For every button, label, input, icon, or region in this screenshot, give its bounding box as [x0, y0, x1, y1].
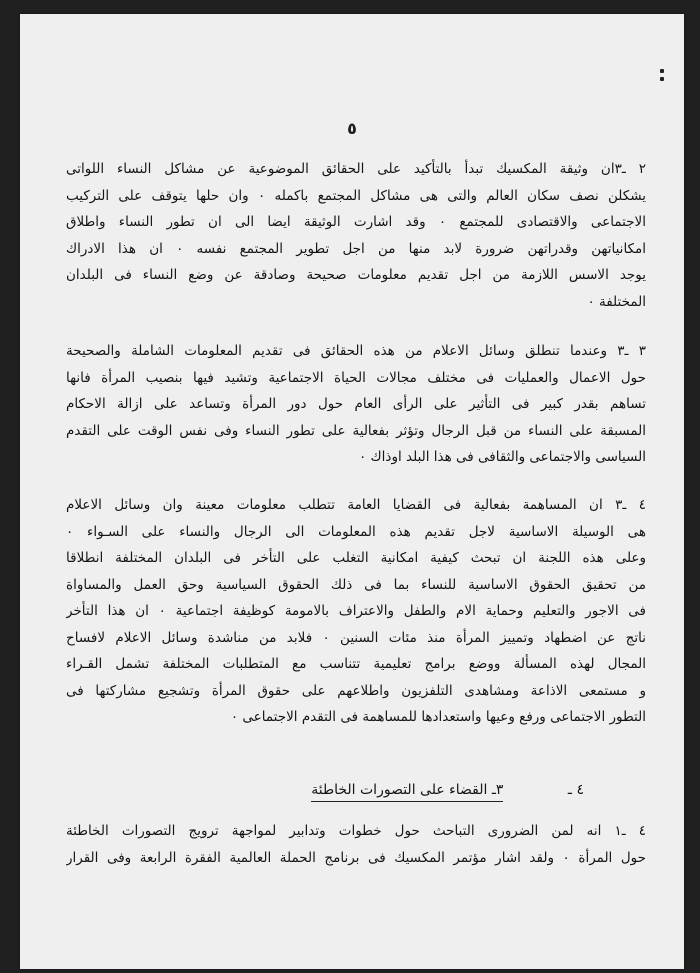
document-page: [20, 14, 684, 969]
section-number: ٤ ـ: [567, 782, 584, 798]
text-line: يوجد الاسس اللازمة من اجل تقديم معلومات صحيحة وصادقة عن وضع النساء فى البلدان: [66, 267, 646, 283]
text-line: وعلى هذه اللجنة ان تبحث كيفية امكانية التغلب على التأخر فى البلدان المختلفة انطلاقا: [66, 550, 646, 566]
text-line: ٢ ـ٣ان وثيقة المكسيك تبدأ بالتأكيد على الحقائق الموضوعية عن مشاكل النساء اللواتى: [66, 161, 646, 177]
section-heading: [311, 782, 584, 798]
text-line: المختلفة ٠: [587, 293, 646, 310]
text-line: حول المرأة ٠ ولقد اشار مؤتمر المكسيك فى برنامج الحملة العالمية الفقرة الرابعة وفى القرار: [66, 849, 646, 866]
text-line: امكانياتهن وقدراتهن ضرورة لابد منها من اجل تطوير المجتمع نفسه ٠ ان هذا الادراك: [66, 240, 646, 257]
text-line: ناتج عن اضطهاد وتمييز المرأة منذ مئات السنين ٠ فلابد من مناشدة وسائل الاعلام لافساح: [66, 629, 646, 646]
paragraph-4: [66, 818, 646, 871]
punch-holes: [660, 69, 666, 81]
paragraph-1: [66, 156, 646, 315]
text-line: التطور الاجتماعى ورفع وعيها واستعدادها للمساهمة فى التقدم الاجتماعى ٠: [230, 709, 646, 725]
text-line: الاجتماعى والاقتصادى للمجتمع ٠ وقد اشارت الوثيقة ايضا الى ان تطور النساء واطلاق: [66, 214, 646, 230]
page-number: ٥: [347, 119, 357, 138]
text-line: فى الاجور والتعليم وحماية الام والطفل والاعتراف بالامومة كوظيفة اجتماعية ٠ ان هذا التأخر: [66, 603, 646, 619]
text-line: يشكلن نصف سكان العالم والتى هى مشاكل المجتمع باكمله ٠ وان حلها يتوقف على التركيب: [66, 187, 646, 204]
text-line: حول الاعمال والعمليات فى مختلف مجالات الحياة الاجتماعية وتشيد فيها بنصيب المرأة فانها: [66, 369, 646, 386]
text-line: من تحقيق الحقوق الاساسية للنساء بما فى ذلك الحقوق السياسية وحق العمل والمساواة: [66, 576, 646, 593]
section-title: ٣ـ القضاء على التصورات الخاطئة: [311, 782, 503, 802]
text-line: هى الوسيلة الاساسية لاجل تقديم هذه المعلومات الى الرجال والنساء على السـواء ٠: [66, 523, 646, 540]
text-line: و مستمعى الاذاعة ومشاهدى التلفزيون واطلاعهم على حقوق المرأة وتشجيع مشاركتها فى: [66, 682, 646, 699]
paragraph-3: [66, 492, 646, 731]
punch-hole: [660, 69, 664, 73]
text-line: ٣ ـ٣ وعندما تنطلق وسائل الاعلام من هذه الحقائق فى تقديم المعلومات الشاملة والصحيحة: [66, 343, 646, 359]
text-line: ٤ ـ٣ ان المساهمة بفعالية فى القضايا العامة تتطلب معلومات معينة وان وسائل الاعلام: [66, 497, 646, 513]
paragraph-2: [66, 338, 646, 471]
punch-hole: [660, 77, 664, 81]
text-line: ٤ ـ١ انه لمن الضرورى التباحث حول خطوات وتدابير لمواجهة ترويج التصورات الخاطئة: [66, 823, 646, 839]
text-line: المجال لهذه المسألة ووضع برامج تعليمية تتناسب مع المتطلبات المختلفة تشمل القـراء: [66, 656, 646, 672]
text-line: تساهم بقدر كبير فى التأثير على الرأى العام حول دور المرأة وتساعد على ازالة الاحكام: [66, 396, 646, 412]
text-line: السياسى والاجتماعى والثقافى فى هذا البلد اوذاك ٠: [359, 449, 646, 465]
text-line: المسبقة على النساء من قبل الرجال وتؤثر بفعالية على تطور النساء وفى نفس الوقت على التقدم: [66, 422, 646, 439]
